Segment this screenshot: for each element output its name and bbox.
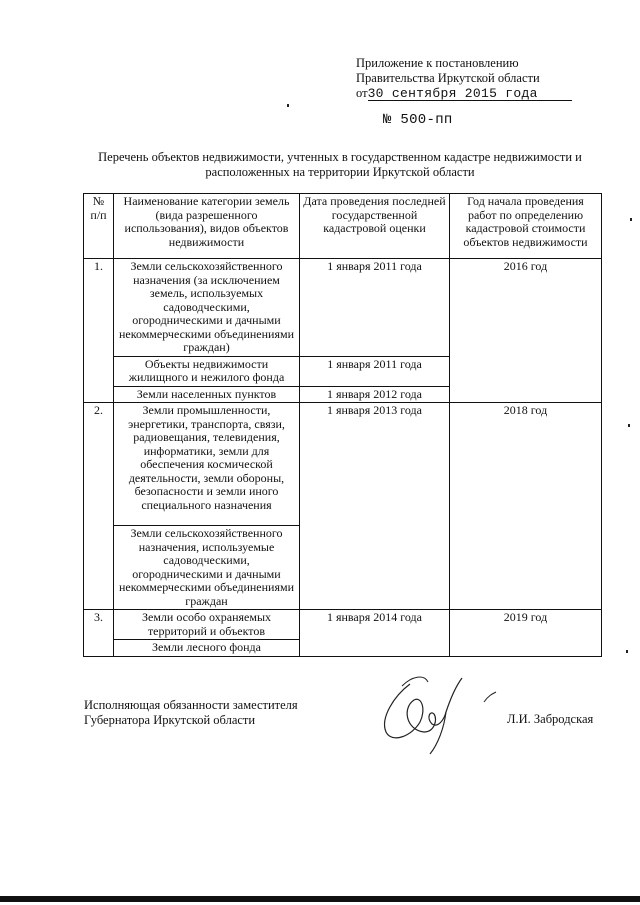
table-row <box>84 610 602 640</box>
appendix-line-2: Правительства Иркутской области <box>356 71 540 85</box>
position-line-2: Губернатора Иркутской области <box>84 713 256 727</box>
appendix-date-prefix: от <box>356 86 368 100</box>
group-year-3: 2019 год <box>450 610 602 657</box>
group-num-2: 2. <box>84 403 114 610</box>
appendix-line-1: Приложение к постановлению <box>356 56 519 70</box>
date-cell: 1 января 2014 года <box>300 610 450 657</box>
category-cell: Земли лесного фонда <box>114 640 300 657</box>
category-cell: Земли промышленности, энергетики, транспорта, связи, радиовещания, телевидения, информатики, земли для обеспечения космической деятельности, земли обороны, безопасности и земли иного специального назначения <box>114 403 300 526</box>
header-num: № п/п <box>84 194 114 259</box>
category-cell: Земли населенных пунктов <box>114 386 300 403</box>
category-cell: Земли сельскохозяйственного назначения (за исключением земель, используемых садоводческими, огородническими и дачными некоммерческими объединениями граждан) <box>114 259 300 357</box>
appendix-date-value: 30 сентября 2015 года <box>368 87 572 101</box>
appendix-date-line <box>356 86 572 101</box>
scan-speck <box>626 650 628 653</box>
scan-speck <box>630 218 632 221</box>
scan-speck <box>628 424 630 427</box>
group-num-3: 3. <box>84 610 114 657</box>
table-header-row <box>84 194 602 259</box>
category-cell: Земли сельскохозяйственного назначения, используемые садоводческими, огородническими и дачными некоммерческими объединениями граждан <box>114 526 300 610</box>
category-cell: Объекты недвижимости жилищного и нежилого фонда <box>114 356 300 386</box>
group-num-1: 1. <box>84 259 114 403</box>
signatory-position <box>84 698 298 728</box>
group-year-1: 2016 год <box>450 259 602 403</box>
table-row <box>84 403 602 526</box>
category-cell: Земли особо охраняемых территорий и объектов <box>114 610 300 640</box>
resolution-number: № 500-пп <box>383 112 453 128</box>
registry-table <box>83 193 602 657</box>
scan-speck <box>287 104 289 107</box>
date-cell: 1 января 2012 года <box>300 386 450 403</box>
table-row <box>84 259 602 357</box>
appendix-block <box>356 56 572 101</box>
signatory-name: Л.И. Забродская <box>507 712 594 726</box>
header-category: Наименование категории земель (вида разрешенного использования), видов объектов недвижимости <box>114 194 300 259</box>
date-cell: 1 января 2011 года <box>300 356 450 386</box>
header-valuation-date: Дата проведения последней государственной кадастровой оценки <box>300 194 450 259</box>
header-start-year: Год начала проведения работ по определению кадастровой стоимости объектов недвижимости <box>450 194 602 259</box>
document-title: Перечень объектов недвижимости, учтенных в государственном кадастре недвижимости и расположенных на территории Иркутской области <box>98 150 582 179</box>
date-cell: 1 января 2013 года <box>300 403 450 610</box>
position-line-1: Исполняющая обязанности заместителя <box>84 698 298 712</box>
scan-edge-bar <box>0 896 640 902</box>
group-year-2: 2018 год <box>450 403 602 610</box>
date-cell: 1 января 2011 года <box>300 259 450 357</box>
handwritten-signature-icon <box>372 666 502 756</box>
